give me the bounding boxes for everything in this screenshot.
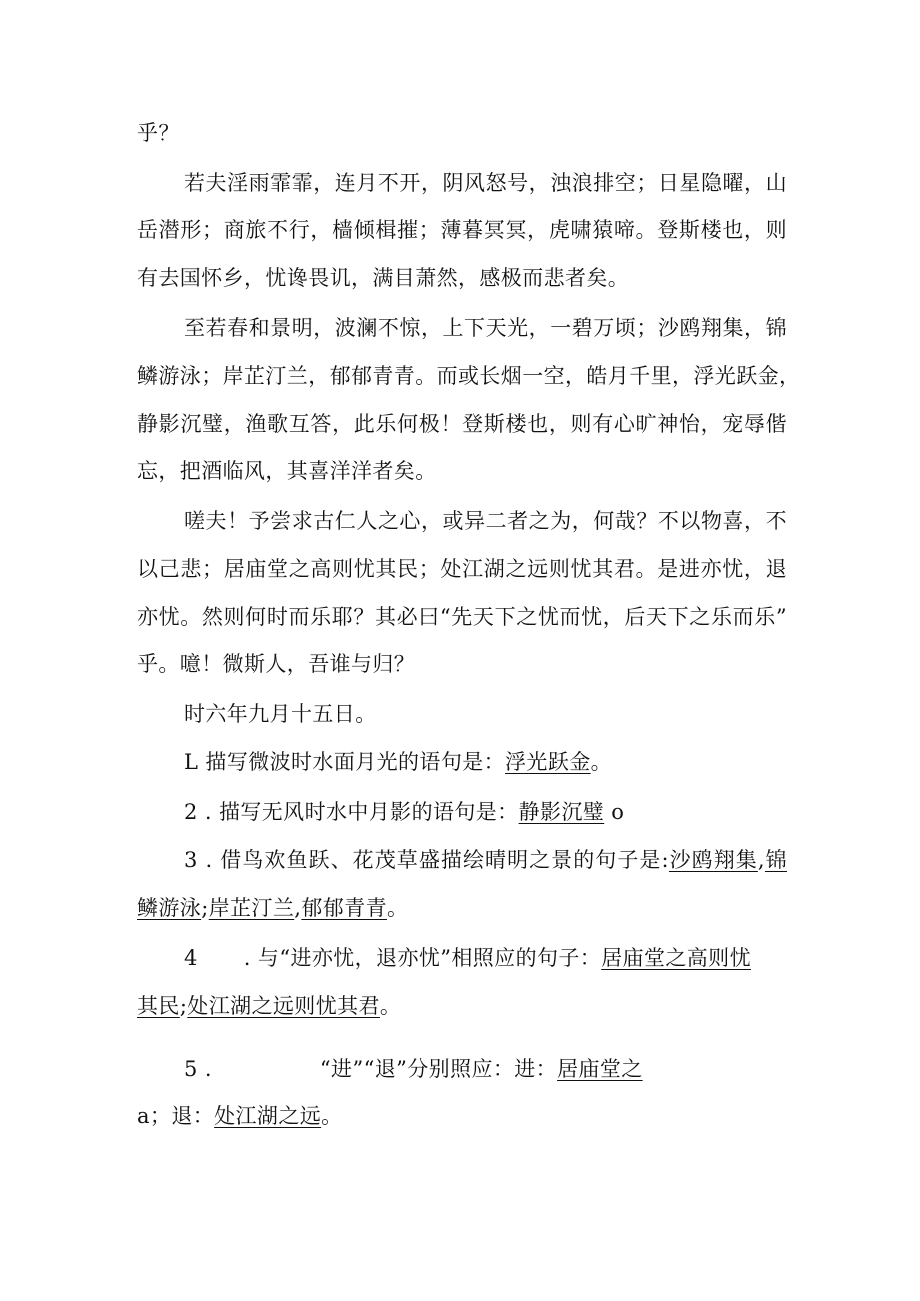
answer-text: 岸芷汀兰	[208, 896, 295, 920]
answer-text: 浮光跃金	[505, 750, 591, 774]
question-text: . 与“进亦忧，退亦忧”相照应的句子：	[243, 946, 602, 970]
punctuation: 。	[321, 1104, 343, 1128]
question-text: L 描写微波时水面月光的语句是：	[184, 750, 506, 774]
punctuation: ,	[757, 848, 765, 872]
question-4	[184, 943, 787, 973]
question-text: 3 . 借鸟欢鱼跃、花茂草盛描绘晴明之景的句子是:	[184, 848, 669, 872]
punctuation: 。	[379, 994, 402, 1018]
question-text: “进”“退”分别照应：进：	[319, 1057, 558, 1081]
answer-text: 静影沉璧	[518, 800, 605, 824]
question-2	[184, 797, 787, 827]
question-5-continued	[137, 1101, 787, 1131]
answer-text: 郁郁青青	[301, 896, 387, 920]
paragraph-line: 有去国怀乡，忧谗畏讥，满目萧然，感极而悲者矣。	[137, 266, 630, 290]
question-1	[184, 747, 787, 777]
question-text: a；退：	[137, 1104, 215, 1128]
question-3	[184, 845, 787, 875]
answer-text: 居庙堂之高则忧	[601, 946, 751, 970]
answer-text: 居庙堂之	[557, 1057, 643, 1081]
paragraph-line: 若夫淫雨霏霏，连月不开，阴风怒号，浊浪排空；日星隐曜，山	[184, 171, 787, 195]
answer-text: 处江湖之远	[214, 1104, 322, 1128]
question-number: 4	[184, 946, 198, 970]
answer-text: 处江湖之远则忧其君	[187, 994, 380, 1018]
answer-text: 锦	[764, 848, 787, 872]
punctuation: ,	[294, 896, 302, 920]
punctuation: ;	[201, 896, 209, 920]
paragraph-line: 嗟夫！予尝求古仁人之心，或异二者之为，何哉？不以物喜，不	[184, 509, 787, 533]
paragraph-line: 乎？	[137, 121, 180, 145]
paragraph-line: 以己悲；居庙堂之高则忧其民；处江湖之远则忧其君。是进亦忧，退	[137, 557, 787, 581]
punctuation: ;	[179, 994, 188, 1018]
paragraph-line: 忘，把酒临风，其喜洋洋者矣。	[137, 459, 437, 483]
paragraph-line: 鳞游泳；岸芷汀兰，郁郁青青。而或长烟一空，皓月千里，浮光跃金，	[137, 364, 801, 388]
paragraph-line: 乎。噫！微斯人，吾谁与归？	[137, 652, 416, 676]
paragraph-line: 时六年九月十五日。	[184, 702, 377, 726]
question-text: 2 . 描写无风时水中月影的语句是：	[184, 800, 519, 824]
question-number: 5 .	[184, 1057, 212, 1081]
question-5	[184, 1054, 787, 1084]
question-text: 。	[590, 750, 613, 774]
question-3-continued	[137, 893, 787, 923]
punctuation: 。	[386, 896, 409, 920]
question-4-continued	[137, 991, 787, 1021]
paragraph-line: 亦忧。然则何时而乐耶？其必曰“先天下之忧而忧，后天下之乐而乐”	[137, 605, 787, 629]
question-text: o	[604, 800, 625, 824]
paragraph-line: 至若春和景明，波澜不惊，上下天光，一碧万顷；沙鸥翔集，锦	[184, 316, 787, 340]
answer-text: 鳞游泳	[137, 896, 202, 920]
paragraph-line: 静影沉璧，渔歌互答，此乐何极！登斯楼也，则有心旷神怡，宠辱偕	[137, 412, 787, 436]
answer-text: 沙鸥翔集	[668, 848, 758, 872]
answer-text: 其民	[137, 994, 180, 1018]
paragraph-line: 岳潜形；商旅不行，樯倾楫摧；薄暮冥冥，虎啸猿啼。登斯楼也，则	[137, 218, 787, 242]
